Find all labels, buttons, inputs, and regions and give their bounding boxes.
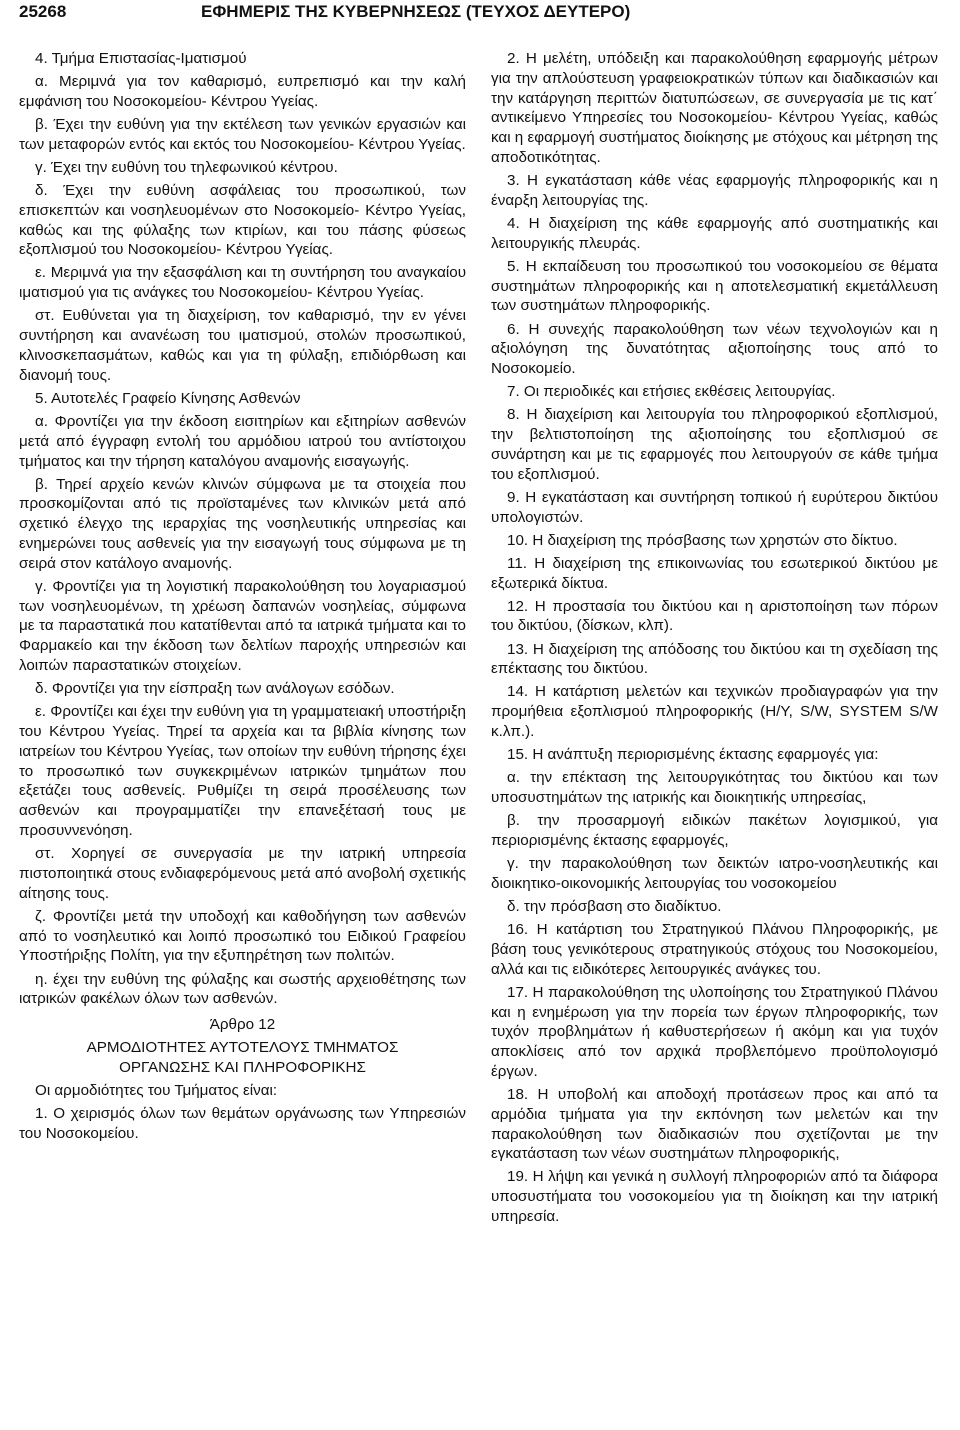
- gazette-title: ΕΦΗΜΕΡΙΣ ΤΗΣ ΚΥΒΕΡΝΗΣΕΩΣ (ΤΕΥΧΟΣ ΔΕΥΤΕΡΟ): [201, 2, 631, 21]
- paragraph: β. Τηρεί αρχείο κενών κλινών σύμφωνα με τα στοιχεία που προσκομίζονται από τις προϊσταμένες των κλινικών μετά από σχετικό έλεγχο της ιεραρχίας της νοσηλευτικής υπηρεσίας και ενημερώνει τους ασθενείς για την εισαγωγή τους σύμφωνα με τη σειρά στον κατάλογο αναμονής.: [19, 475, 466, 572]
- paragraph: ε. Φροντίζει και έχει την ευθύνη για τη γραμματειακή υποστήριξη του Κέντρου Υγείας. Τηρεί τα αρχεία και τα βιβλία κίνησης των ιατρείων του Κέντρου Υγείας, των οποίων την ευθύνη τήρησης έχει το προσωπικό των συγκεκριμένων ιατρικών τμημάτων που εξετάζει τους ασθενείς. Ρυθμίζει τη σειρά προσέλευσης των ασθενών και προγραμματίζει την επανεξέτασή τους με προσυννενόηση.: [19, 703, 466, 840]
- paragraph: στ. Χορηγεί σε συνεργασία με την ιατρική υπηρεσία πιστοποιητικά στους ενδιαφερόμενους μετά από ανοβολή σχετικής αίτησης τους.: [19, 845, 466, 902]
- paragraph: α. Φροντίζει για την έκδοση εισιτηρίων και εξιτηρίων ασθενών μετά από έγγραφη εντολή του αρμόδιου ιατρού του αντίστοιχου τμήματος και την τήρηση καταλόγου αναμονής εισαγωγής.: [19, 412, 466, 470]
- paragraph: 15. Η ανάπτυξη περιορισμένης έκτασης εφαρμογές για:: [507, 746, 879, 764]
- paragraph: 4. Η διαχείριση της κάθε εφαρμογής από συστηματικής και λειτουργικής πλευράς.: [491, 214, 938, 252]
- paragraph: 2. Η μελέτη, υπόδειξη και παρακολούθηση εφαρμογής μέτρων για την απλούστευση γραφειοκρατικών τύπων και διαδικασιών και την κατάργηση περιττών διατυπώσεων, σε συνεργασία με τις κατ΄ αντικείμενο Υπηρεσίες του Νοσοκομείου- Κέντρου Υγείας, καθώς και η εφαρμογή συστήματος διοίκησης με στόχους και μέτρηση της αποδοτικότητας.: [491, 50, 938, 166]
- article-intro: Οι αρμοδιότητες του Τμήματος είναι:: [35, 1082, 278, 1100]
- paragraph: 14. Η κατάρτιση μελετών και τεχνικών προδιαγραφών για την προμήθεια εξοπλισμού πληροφορικής (Η/Υ, S/W, SYSTEM S/W κ.λπ.).: [491, 683, 938, 741]
- paragraph: στ. Ευθύνεται για τη διαχείριση, τον καθαρισμό, την εν γένει συντήρηση και ανανέωση του ιματισμού, στολών προσωπικού, κλινοσκεπασμάτων, καθώς και για τη φύλαξη, επιδιόρθωση και διανομή τους.: [19, 307, 466, 384]
- section-heading: 5. Αυτοτελές Γραφείο Κίνησης Ασθενών: [35, 389, 301, 407]
- paragraph: β. Έχει την ευθύνη για την εκτέλεση των γενικών εργασιών και των μεταφορών εντός και εκτός του Νοσοκομείου- Κέντρου Υγείας.: [19, 115, 466, 153]
- article-number: Άρθρο 12: [209, 1016, 276, 1034]
- paragraph: η. έχει την ευθύνη της φύλαξης και σωστής αρχειοθέτησης των ιατρικών φακέλων όλων των ασθενών.: [19, 970, 466, 1008]
- paragraph: 3. Η εγκατάσταση κάθε νέας εφαρμογής πληροφορικής και η έναρξη λειτουργίας της.: [491, 172, 938, 209]
- paragraph: 17. Η παρακολούθηση της υλοποίησης του Στρατηγικού Πλάνου και η ενημέρωση για την πορεία των έργων πληροφορικής, των τυχόν προβλημάτων ή καθυστερήσεων ή ακόμη και για τυχόν αποκλίσεις από τον αρχικά προβλεπόμενο προϋπολογισμό έργων.: [491, 983, 938, 1080]
- paragraph: 13. Η διαχείριση της απόδοσης του δικτύου και τη σχεδίαση της επέκτασης του δικτύου.: [491, 640, 938, 678]
- paragraph: 10. Η διαχείριση της πρόσβασης των χρηστών στο δίκτυο.: [507, 531, 898, 549]
- page-header: [19, 0, 941, 32]
- paragraph: γ. Έχει την ευθύνη του τηλεφωνικού κέντρου.: [35, 158, 338, 176]
- paragraph: α. την επέκταση της λειτουργικότητας του δικτύου και των υποσυστημάτων της ιατρικής και διοικητικής υπηρεσίας,: [491, 769, 938, 807]
- paragraph: 11. Η διαχείριση της επικοινωνίας του εσωτερικού δικτύου με εξωτερικά δίκτυα.: [491, 554, 938, 592]
- paragraph: γ. Φροντίζει για τη λογιστική παρακολούθηση του λογαριασμού των νοσηλευομένων, τη χρέωση δαπανών νοσηλείας, σύμφωνα με τα παραστατικά που κατατίθενται από τα ιατρικά τμήματα και το Φαρμακείο και την έκδοση των δελτίων παροχής υπηρεσιών και λοιπών παραστατικών στοιχείων.: [19, 577, 466, 675]
- paragraph: δ. Έχει την ευθύνη ασφάλειας του προσωπικού, των επισκεπτών και νοσηλευομένων στο Νοσοκομείο- Κέντρο Υγείας, καθώς και της φύλαξης των κτιρίων, και του πάσης φύσεως εξοπλισμού του Νοσοκομείου- Κέντρου Υγείας.: [19, 181, 466, 259]
- paragraph: 5. Η εκπαίδευση του προσωπικού του νοσοκομείου σε θέματα συστημάτων πληροφορικής και η αποτελεσματική εκμετάλλευση των συστημάτων πληροφορικής.: [491, 257, 938, 315]
- paragraph: 19. Η λήψη και γενικά η συλλογή πληροφοριών από τα διάφορα υποσυστήματα του νοσοκομείου για τη διοίκηση και την ιατρική υπηρεσία.: [491, 1168, 938, 1226]
- paragraph: 12. Η προστασία του δικτύου και η αριστοποίηση των πόρων του δικτύου, (δίσκων, κλπ).: [491, 597, 938, 635]
- paragraph: β. την προσαρμογή ειδικών πακέτων λογισμικού, για περιορισμένης έκτασης εφαρμογές,: [491, 812, 938, 849]
- paragraph: γ. την παρακολούθηση των δεικτών ιατρο-νοσηλευτικής και διοικητικο-οικονομικής λειτουργίας του νοσοκομείου: [491, 855, 938, 892]
- paragraph: δ. την πρόσβαση στο διαδίκτυο.: [507, 897, 722, 915]
- paragraph: 7. Οι περιοδικές και ετήσιες εκθέσεις λειτουργίας.: [507, 383, 836, 401]
- paragraph: 6. Η συνεχής παρακολούθηση των νέων τεχνολογιών και η αξιολόγηση της δυνατότητας αξιοποίησης τους από το Νοσοκομείο.: [491, 320, 938, 378]
- paragraph: ε. Μεριμνά για την εξασφάλιση και τη συντήρηση του αναγκαίου ιματισμού για τις ανάγκες του Νοσοκομείου- Κέντρου Υγείας.: [19, 264, 466, 302]
- paragraph: α. Μεριμνά για τον καθαρισμό, ευπρεπισμό και την καλή εμφάνιση του Νοσοκομείου- Κέντρου Υγείας.: [19, 73, 466, 110]
- paragraph: 16. Η κατάρτιση του Στρατηγικού Πλάνου Πληροφορικής, με βάση τους γενικότερους στρατηγικούς στόχους του Νοσοκομείου, αλλά και τις ειδικότερες λειτουργικές ανάγκες του.: [491, 921, 938, 978]
- article-title: ΟΡΓΑΝΩΣΗΣ ΚΑΙ ΠΛΗΡΟΦΟΡΙΚΗΣ: [119, 1059, 366, 1076]
- paragraph: 8. Η διαχείριση και λειτουργία του πληροφορικού εξοπλισμού, την βελτιστοποίηση της αξιοποίησης του εξοπλισμού σε συνάρτηση και με τις εφαρμογές που λειτουργούν σε κάθε τμήμα του εξοπλισμού.: [491, 406, 938, 483]
- page-number: 25268: [19, 2, 67, 21]
- article-12: [19, 1015, 466, 1144]
- paragraph: 1. Ο χειρισμός όλων των θεμάτων οργάνωσης των Υπηρεσιών του Νοσοκομείου.: [19, 1105, 466, 1142]
- paragraph: 4. Τμήμα Επιστασίας-Ιματισμού: [35, 50, 247, 67]
- article-title: ΑΡΜΟΔΙΟΤΗΤΕΣ ΑΥΤΟΤΕΛΟΥΣ ΤΜΗΜΑΤΟΣ: [86, 1039, 399, 1057]
- paragraph: δ. Φροντίζει για την είσπραξη των ανάλογων εσόδων.: [35, 680, 395, 698]
- left-column: [19, 49, 466, 1147]
- paragraph: ζ. Φροντίζει μετά την υποδοχή και καθοδήγηση των ασθενών από το νοσηλευτικό και λοιπό προσωπικό του Ειδικού Γραφείου Υποστήριξης Πολίτη, για την εξυπηρέτηση των πολιτών.: [19, 907, 466, 965]
- right-column: [491, 49, 938, 1230]
- paragraph: 18. Η υποβολή και αποδοχή προτάσεων προς και από τα αρμόδια τμήματα για την εκπόνηση των μελετών και την παρακολούθηση των διαδικασιών που σχετίζονται με την εγκατάσταση των νέων συστημάτων πληροφορικής,: [491, 1085, 938, 1163]
- paragraph: 9. Η εγκατάσταση και συντήρηση τοπικού ή ευρύτερου δικτύου υπολογιστών.: [491, 488, 938, 526]
